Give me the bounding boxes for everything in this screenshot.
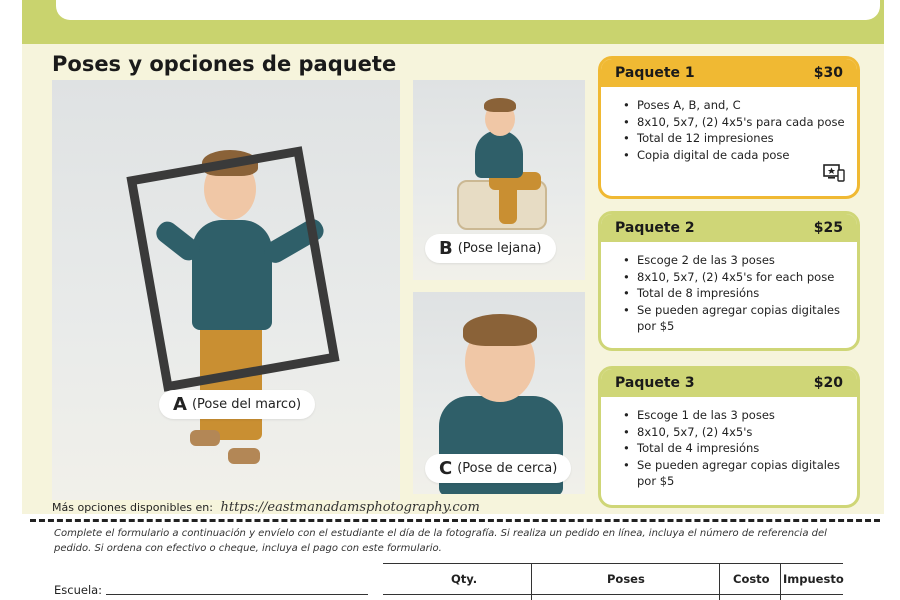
poses-panel	[22, 44, 884, 514]
pose-name: (Pose del marco)	[191, 397, 302, 412]
column-header-qty: Qty.	[451, 572, 478, 586]
package-name: Paquete 1	[615, 65, 695, 81]
top-band-inner	[56, 0, 880, 20]
pose-letter: B	[439, 238, 453, 259]
package-header	[601, 59, 857, 87]
photo-pose-a	[52, 80, 400, 500]
package-features	[601, 87, 857, 163]
package-name: Paquete 2	[615, 220, 695, 236]
school-field[interactable]	[106, 594, 368, 595]
cut-line	[30, 519, 880, 522]
column-header-costo: Costo	[733, 572, 770, 586]
feature-item: • Total de 8 impresións	[623, 285, 847, 302]
pose-label-a	[159, 390, 315, 419]
package-3-card	[598, 366, 860, 508]
feature-item: • Total de 4 impresións	[623, 440, 847, 457]
package-features	[601, 397, 857, 490]
pose-label-b	[425, 234, 556, 263]
order-table-top-rule	[383, 563, 843, 564]
section-title: Poses y opciones de paquete	[52, 52, 397, 76]
digital-copy-icon	[823, 164, 845, 182]
package-header	[601, 214, 857, 242]
package-price: $25	[813, 220, 843, 236]
package-2-card	[598, 211, 860, 351]
package-price: $30	[813, 65, 843, 81]
feature-item: • 8x10, 5x7, (2) 4x5's para cada pose	[623, 114, 847, 131]
website-link[interactable]: https://eastmanadamsphotography.com	[220, 500, 480, 515]
package-1-card	[598, 56, 860, 199]
pose-name: (Pose lejana)	[457, 241, 542, 256]
feature-item: • Se pueden agregar copias digitales por $5	[623, 457, 847, 490]
order-instructions: Complete el formulario a continuación y envíelo con el estudiante el día de la fotografía. Si realiza un pedido en línea, incluya el número de referencia del pedido. Si ordena con efectivo o cheque, incluya el pago con este formulario.	[54, 528, 827, 554]
pose-letter: A	[173, 394, 187, 415]
feature-item: • 8x10, 5x7, (2) 4x5's	[623, 424, 847, 441]
pose-name: (Pose de cerca)	[457, 461, 558, 476]
school-label: Escuela:	[54, 583, 103, 597]
more-options-label: Más opciones disponibles en:	[52, 501, 213, 514]
pose-letter: C	[439, 458, 453, 479]
feature-item: • Total de 12 impresiones	[623, 130, 847, 147]
feature-item: • 8x10, 5x7, (2) 4x5's for each pose	[623, 269, 847, 286]
feature-item: • Escoge 1 de las 3 poses	[623, 407, 847, 424]
column-header-impuesto: Impuesto	[783, 572, 844, 586]
package-price: $20	[813, 375, 843, 391]
package-name: Paquete 3	[615, 375, 695, 391]
feature-item: • Copia digital de cada pose	[623, 147, 847, 164]
feature-item: • Se pueden agregar copias digitales por $5	[623, 302, 847, 335]
package-header	[601, 369, 857, 397]
more-options	[52, 500, 480, 515]
pose-label-c	[425, 454, 571, 483]
column-header-poses: Poses	[607, 572, 645, 586]
order-table-header-rule	[383, 594, 843, 595]
feature-item: • Escoge 2 de las 3 poses	[623, 252, 847, 269]
top-band	[22, 0, 884, 44]
package-features	[601, 242, 857, 335]
feature-item: • Poses A, B, and, C	[623, 97, 847, 114]
